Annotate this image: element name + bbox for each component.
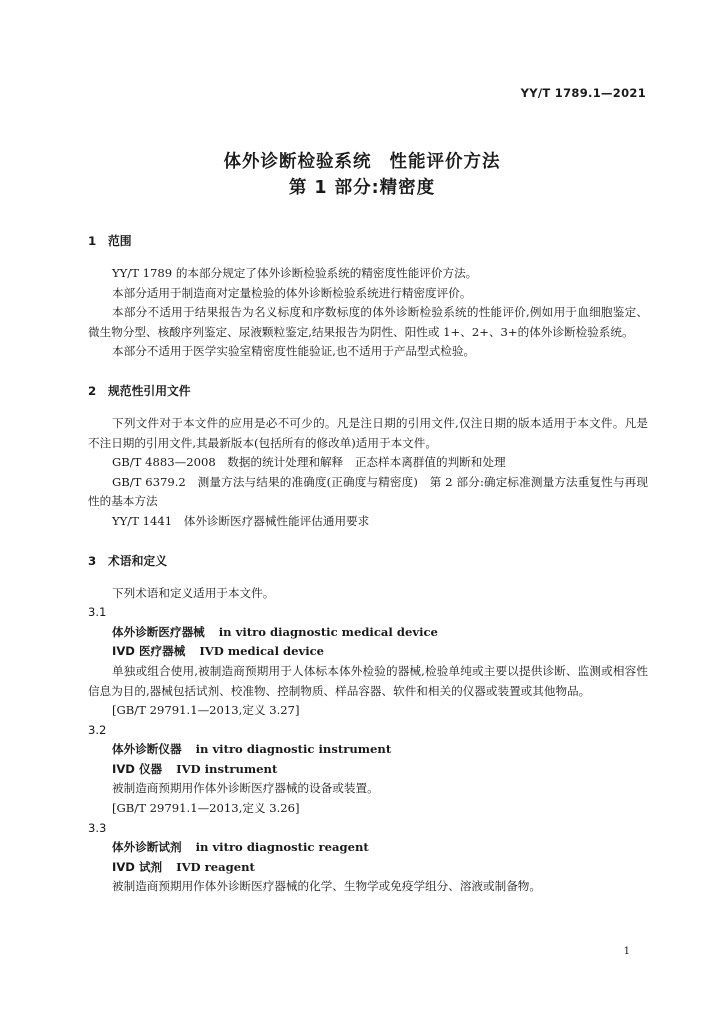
abbr-zh: IVD 仪器 bbox=[112, 761, 163, 776]
reference-item: GB/T 4883—2008 数据的统计处理和解释 正态样本离群值的判断和处理 bbox=[112, 455, 506, 470]
term-abbreviation bbox=[88, 858, 648, 878]
section-heading-terms bbox=[88, 550, 648, 572]
page-number: 1 bbox=[623, 946, 630, 957]
term-abbreviation bbox=[88, 642, 648, 662]
term-zh: 体外诊断试剂 bbox=[112, 840, 182, 855]
abbr-en: IVD reagent bbox=[176, 859, 255, 874]
section-heading-scope bbox=[88, 230, 648, 252]
term-abbreviation bbox=[88, 760, 648, 780]
paragraph: YY/T 1789 的本部分规定了体外诊断检验系统的精密度性能评价方法。 bbox=[112, 266, 478, 280]
section-number: 2 bbox=[88, 383, 97, 398]
term-source: [GB/T 29791.1—2013,定义 3.26] bbox=[112, 801, 300, 816]
term-en: in vitro diagnostic instrument bbox=[195, 742, 392, 757]
section-number: 3 bbox=[88, 553, 97, 568]
term-definition: 被制造商预期用作体外诊断医疗器械的化学、生物学或免疫学组分、溶液或制备物。 bbox=[112, 879, 541, 894]
section-title: 规范性引用文件 bbox=[108, 383, 191, 398]
reference-item: YY/T 1441 体外诊断医疗器械性能评估通用要求 bbox=[112, 513, 370, 528]
term-zh: 体外诊断仪器 bbox=[112, 742, 182, 757]
term-heading bbox=[88, 838, 648, 858]
section-heading-normative-references bbox=[88, 380, 648, 402]
term-definition: 被制造商预期用作体外诊断医疗器械的设备或装置。 bbox=[112, 781, 379, 796]
paragraph: 本部分不适用于结果报告为名义标度和序数标度的体外诊断检验系统的性能评价,例如用于血细胞鉴定、微生物分型、核酸序列鉴定、尿液颗粒鉴定,结果报告为阴性、阳性或 1+、2+、3+的体外诊断检验系统。 bbox=[88, 305, 648, 339]
paragraph: 本部分不适用于医学实验室精密度性能验证,也不适用于产品型式检验。 bbox=[112, 344, 476, 359]
title-part1: 体外诊断检验系统 bbox=[223, 152, 372, 172]
term-en: in vitro diagnostic medical device bbox=[218, 624, 438, 639]
abbr-en: IVD instrument bbox=[176, 761, 278, 776]
term-number: 3.1 bbox=[88, 605, 107, 620]
document-title-line1 bbox=[0, 148, 724, 173]
section-number: 1 bbox=[88, 234, 97, 248]
term-heading bbox=[88, 623, 648, 643]
reference-item: GB/T 6379.2 测量方法与结果的准确度(正确度与精密度) 第 2 部分:确定标准测量方法重复性与再现性的基本方法 bbox=[88, 474, 648, 509]
term-definition: 单独或组合使用,被制造商预期用于人体标本体外检验的器械,检验单纯或主要以提供诊断、监测或相容性信息为目的,器械包括试剂、校准物、控制物质、样品容器、软件和相关的仪器或装置或其他物品。 bbox=[88, 663, 648, 698]
abbr-en: IVD medical device bbox=[199, 644, 325, 659]
term-source: [GB/T 29791.1—2013,定义 3.27] bbox=[112, 703, 300, 718]
document-body bbox=[88, 230, 648, 897]
abbr-zh: IVD 医疗器械 bbox=[112, 644, 186, 659]
abbr-zh: IVD 试剂 bbox=[112, 859, 163, 874]
standard-code: YY/T 1789.1—2021 bbox=[520, 86, 646, 100]
paragraph: 下列文件对于本文件的应用是必不可少的。凡是注日期的引用文件,仅注日期的版本适用于本文件。凡是不注日期的引用文件,其最新版本(包括所有的修改单)适用于本文件。 bbox=[88, 415, 648, 450]
term-number: 3.3 bbox=[88, 820, 107, 835]
section-title: 术语和定义 bbox=[108, 553, 167, 568]
section-title: 范围 bbox=[108, 234, 132, 248]
paragraph: 下列术语和定义适用于本文件。 bbox=[112, 585, 275, 600]
term-number: 3.2 bbox=[88, 722, 107, 737]
term-zh: 体外诊断医疗器械 bbox=[112, 624, 205, 639]
title-part2: 性能评价方法 bbox=[389, 152, 501, 172]
term-en: in vitro diagnostic reagent bbox=[195, 840, 369, 855]
term-heading bbox=[88, 740, 648, 760]
document-title-line2: 第 1 部分:精密度 bbox=[288, 178, 436, 198]
paragraph: 本部分适用于制造商对定量检验的体外诊断检验系统进行精密度评价。 bbox=[112, 285, 472, 300]
